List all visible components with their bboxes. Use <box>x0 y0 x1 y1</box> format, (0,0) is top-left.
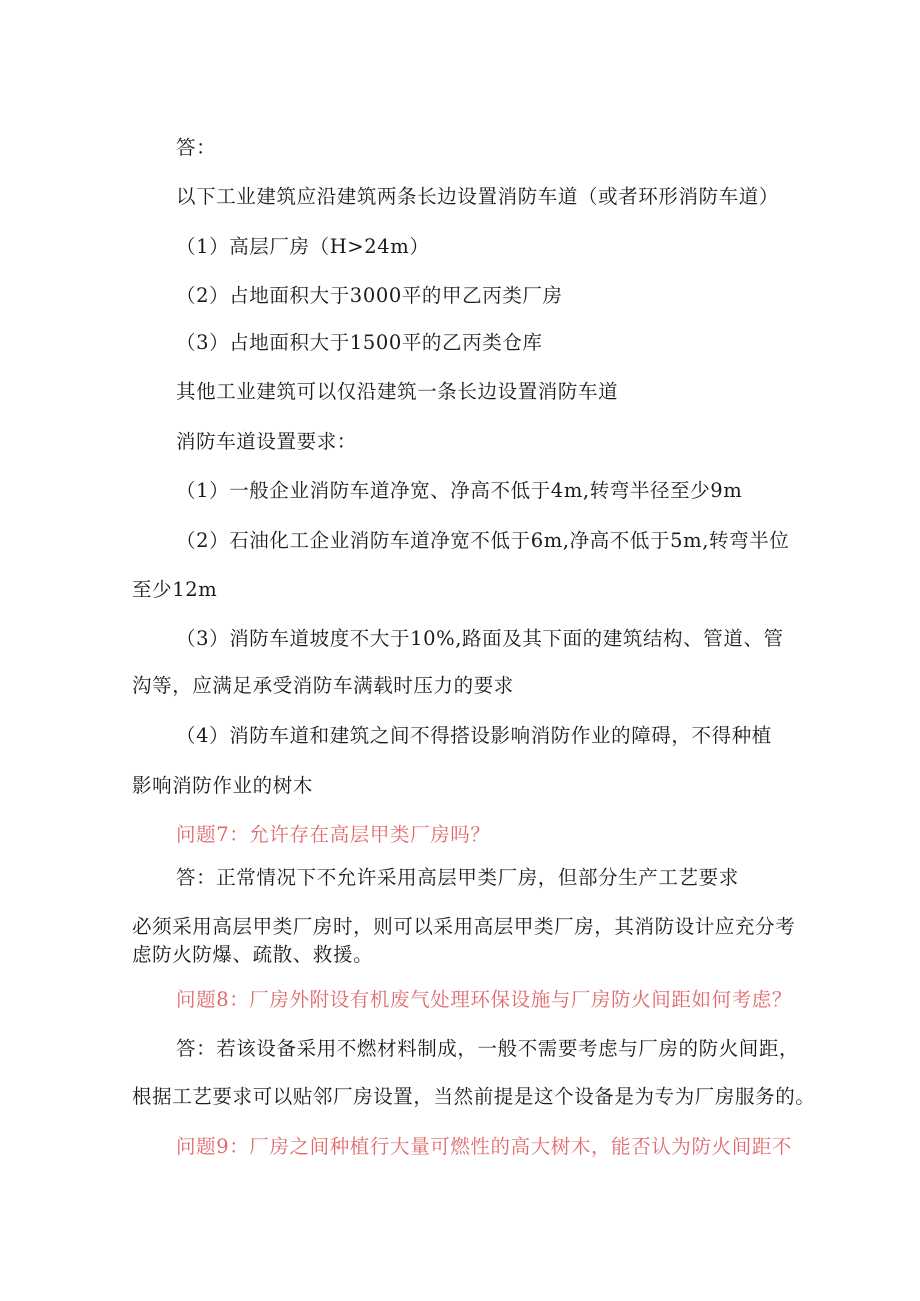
requirement-item: （3）消防车道坡度不大于10%,路面及其下面的建筑结构、管道、管 <box>176 627 784 650</box>
list-item: （3）占地面积大于1500平的乙丙类仓库 <box>176 331 543 354</box>
answer-label: 答： <box>176 136 217 159</box>
question-8-answer: 答：若该设备采用不燃材料制成，一般不需要考虑与厂房的防火间距， <box>176 1037 800 1060</box>
requirement-item: （4）消防车道和建筑之间不得搭设影响消防作业的障碍，不得种植 <box>176 724 772 747</box>
requirement-item-continuation: 至少12m <box>132 578 218 601</box>
list-item: （2）占地面积大于3000平的甲乙丙类厂房 <box>176 284 563 307</box>
question-8-heading: 问题8：厂房外附设有机废气处理环保设施与厂房防火间距如何考虑？ <box>176 988 793 1011</box>
answer-intro: 以下工业建筑应沿建筑两条长边设置消防车道（或者环形消防车道） <box>176 185 780 208</box>
question-8-answer-continuation: 根据工艺要求可以贴邻厂房设置，当然前提是这个设备是为专为厂房服务的。 <box>132 1085 816 1108</box>
requirement-item-continuation: 影响消防作业的树木 <box>132 774 313 797</box>
other-buildings-text: 其他工业建筑可以仅沿建筑一条长边设置消防车道 <box>176 380 619 403</box>
question-9-heading: 问题9：厂房之间种植行大量可燃性的高大树木，能否认为防火间距不 <box>176 1135 793 1158</box>
question-7-heading: 问题7：允许存在高层甲类厂房吗？ <box>176 823 491 846</box>
question-7-answer-continuation: 虑防火防爆、疏散、救援。 <box>132 943 374 966</box>
requirement-item-continuation: 沟等，应满足承受消防车满载时压力的要求 <box>132 674 514 697</box>
requirement-item: （2）石油化工企业消防车道净宽不低于6m,净高不低于5m,转弯半位 <box>176 529 790 552</box>
requirement-item: （1）一般企业消防车道净宽、净高不低于4m,转弯半径至少9m <box>176 479 743 502</box>
question-7-answer-continuation: 必须采用高层甲类厂房时，则可以采用高层甲类厂房，其消防设计应充分考 <box>132 915 796 938</box>
question-7-answer: 答：正常情况下不允许采用高层甲类厂房，但部分生产工艺要求 <box>176 866 739 889</box>
requirements-title: 消防车道设置要求： <box>176 430 357 453</box>
list-item: （1）高层厂房（H>24m） <box>176 235 430 258</box>
